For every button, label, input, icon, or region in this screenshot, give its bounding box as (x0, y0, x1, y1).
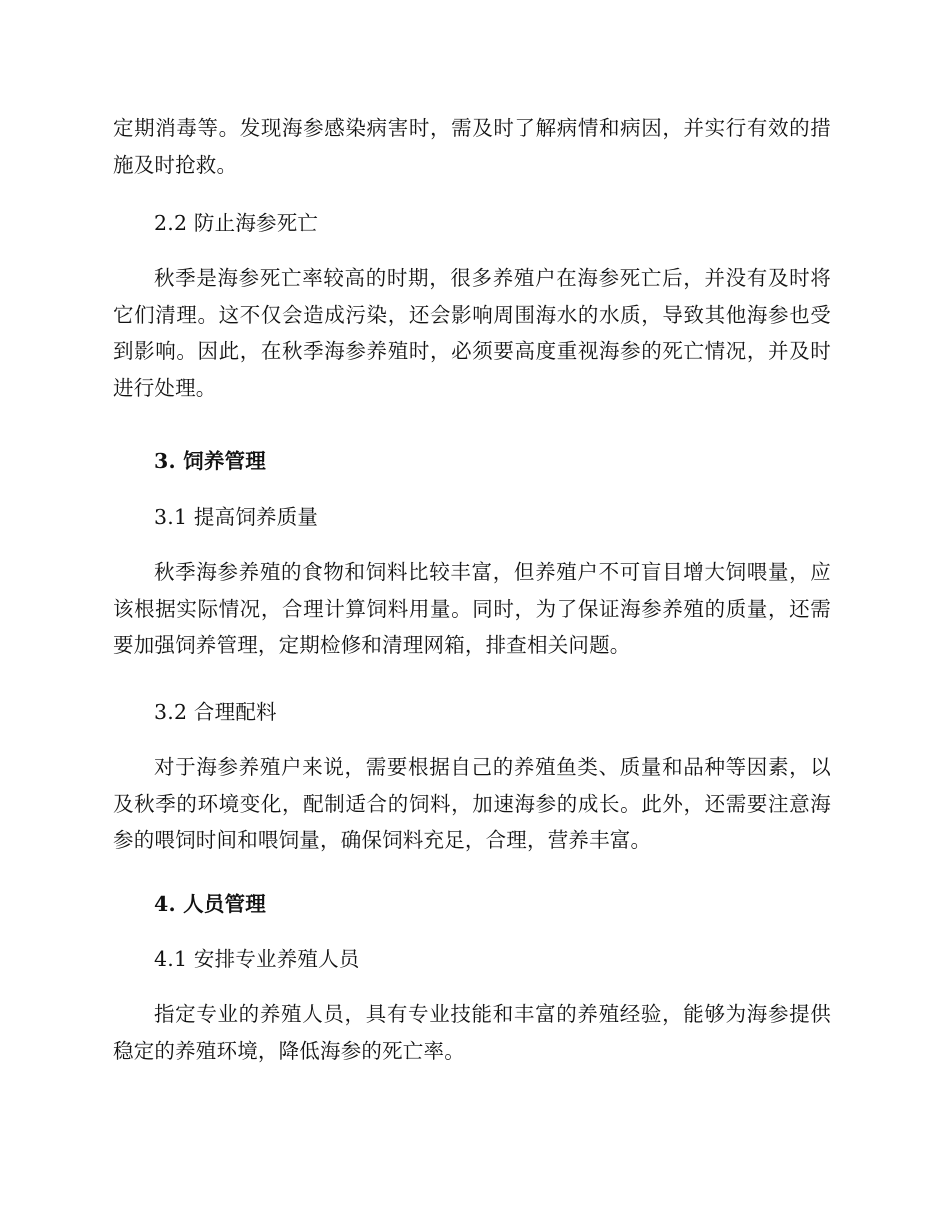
paragraph-feeding-quality: 秋季海参养殖的食物和饲料比较丰富，但养殖户不可盲目增大饲喂量，应该根据实际情况，合理计算饲料用量。同时，为了保证海参养殖的质量，还需要加强饲养管理，定期检修和清理网箱，排查相关问题。 (113, 560, 831, 657)
subheading-3-2: 3.2 合理配料 (154, 700, 277, 724)
heading-feeding-management: 3. 饲养管理 (154, 449, 266, 473)
subheading-4-1: 4.1 安排专业养殖人员 (154, 947, 360, 971)
subheading-3-1: 3.1 提高饲养质量 (154, 505, 319, 529)
paragraph-prevent-death: 秋季是海参死亡率较高的时期，很多养殖户在海参死亡后，并没有及时将它们清理。这不仅会造成污染，还会影响周围海水的水质，导致其他海参也受到影响。因此，在秋季海参养殖时，必须要高度重视海参的死亡情况，并及时进行处理。 (113, 266, 831, 400)
paragraph-staff: 指定专业的养殖人员，具有专业技能和丰富的养殖经验，能够为海参提供稳定的养殖环境，降低海参的死亡率。 (113, 1002, 831, 1063)
subheading-2-2: 2.2 防止海参死亡 (154, 211, 319, 235)
paragraph-ingredients: 对于海参养殖户来说，需要根据自己的养殖鱼类、质量和品种等因素，以及秋季的环境变化，配制适合的饲料，加速海参的成长。此外，还需要注意海参的喂饲时间和喂饲量，确保饲料充足，合理，营养丰富。 (113, 755, 831, 852)
heading-personnel-management: 4. 人员管理 (154, 892, 266, 916)
paragraph-continued: 定期消毒等。发现海参感染病害时，需及时了解病情和病因，并实行有效的措施及时抢救。 (113, 116, 831, 177)
